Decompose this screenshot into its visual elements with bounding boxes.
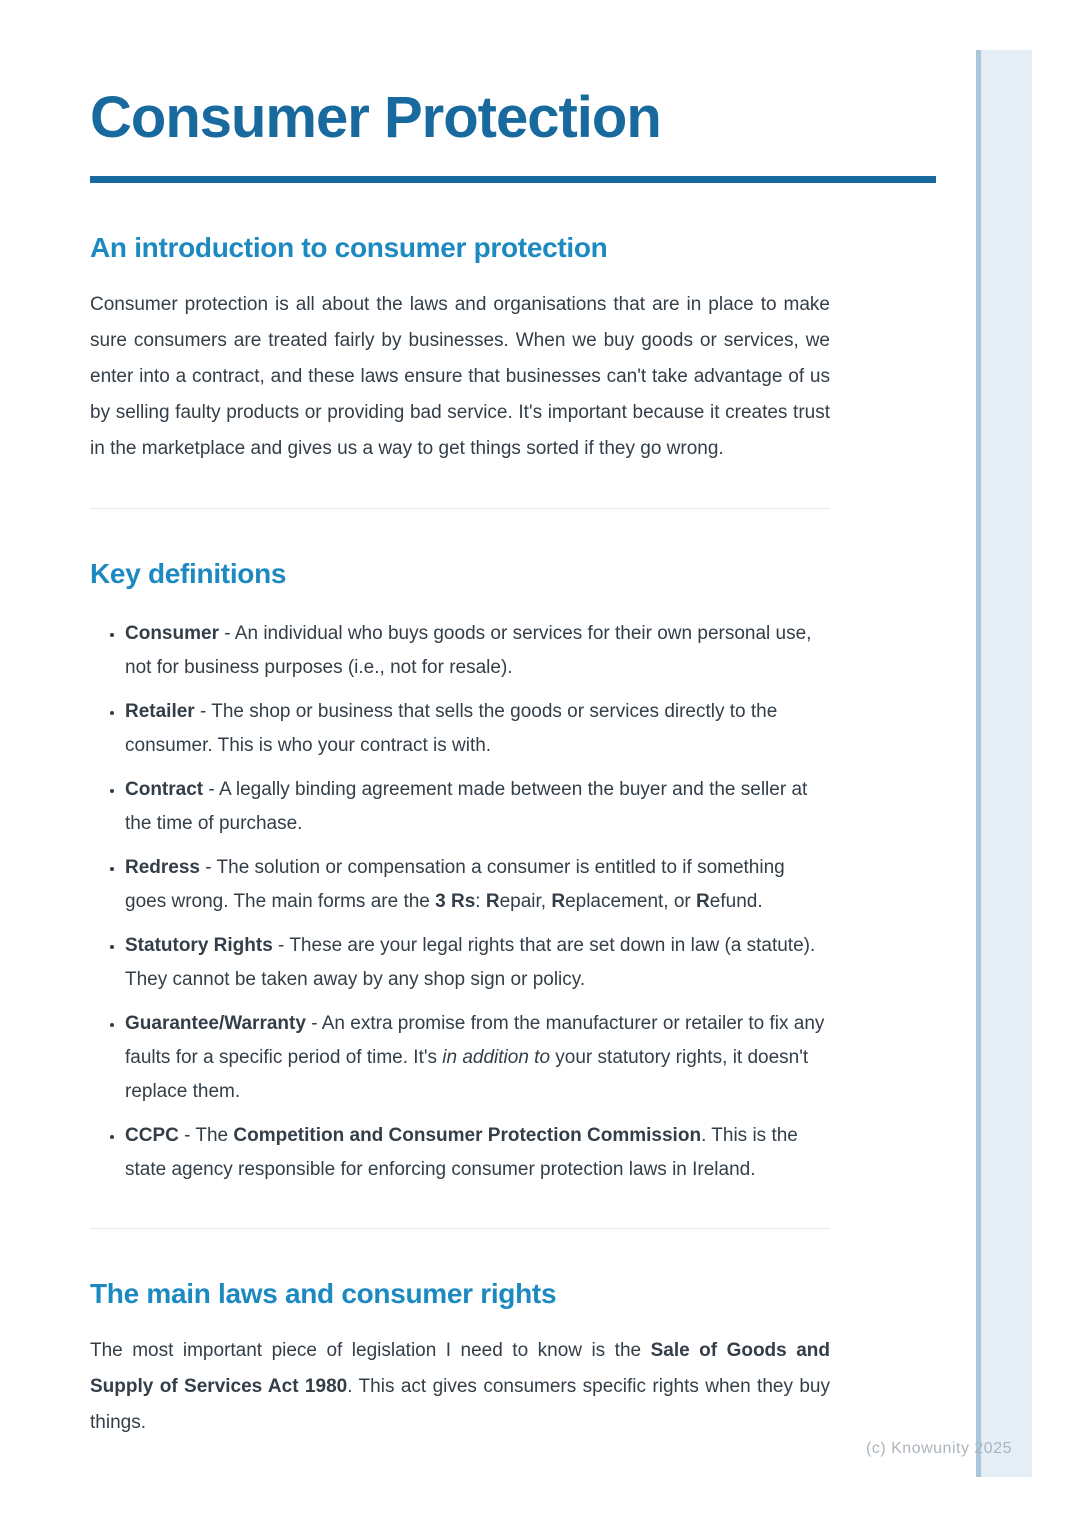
document-content: [90, 0, 936, 1441]
definition-item: • Consumer - An individual who buys goods or services for their own personal use, not for business purposes (i.e., not for resale).: [125, 617, 830, 685]
definition-item: • Retailer - The shop or business that sells the goods or services directly to the consumer. This is who your contract is with.: [125, 695, 830, 763]
side-strip: [976, 50, 1032, 1477]
watermark: (c) Knowunity 2025: [866, 1440, 1012, 1457]
definition-item: • Statutory Rights - These are your legal rights that are set down in law (a statute). They cannot be taken away by any shop sign or policy.: [125, 929, 830, 997]
section-divider: [90, 1228, 830, 1229]
section-paragraph-introduction: Consumer protection is all about the laws and organisations that are in place to make sure consumers are treated fairly by businesses. When we buy goods or services, we enter into a contract, and these laws ensure that businesses can't take advantage of us by selling faulty products or providing bad service. It's important because it creates trust in the marketplace and gives us a way to get things sorted if they go wrong.: [90, 294, 830, 459]
definition-item: • Contract - A legally binding agreement made between the buyer and the seller at the time of purchase.: [125, 773, 830, 841]
title-underline-rule: [90, 176, 936, 183]
sections-container: [90, 231, 936, 1441]
section-heading-key-definitions: Key definitions: [90, 558, 287, 589]
section-heading-main-laws: The main laws and consumer rights: [90, 1278, 557, 1309]
section-heading-introduction: An introduction to consumer protection: [90, 232, 608, 263]
page-title: Consumer Protection: [90, 85, 661, 150]
definition-item: • Redress - The solution or compensation a consumer is entitled to if something goes wrong. The main forms are the 3 Rs: Repair, Replacement, or Refund.: [125, 851, 830, 919]
definition-list: [90, 617, 830, 1187]
section-paragraph-main-laws: The most important piece of legislation I need to know is the Sale of Goods and Supply of Services Act 1980. This act gives consumers specific rights when they buy things.: [90, 1340, 831, 1433]
definition-item: • Guarantee/Warranty - An extra promise from the manufacturer or retailer to fix any faults for a specific period of time. It's in addition to your statutory rights, it doesn't replace them.: [125, 1007, 830, 1109]
section-divider: [90, 508, 830, 509]
definition-item: • CCPC - The Competition and Consumer Protection Commission. This is the state agency responsible for enforcing consumer protection laws in Ireland.: [125, 1119, 830, 1187]
